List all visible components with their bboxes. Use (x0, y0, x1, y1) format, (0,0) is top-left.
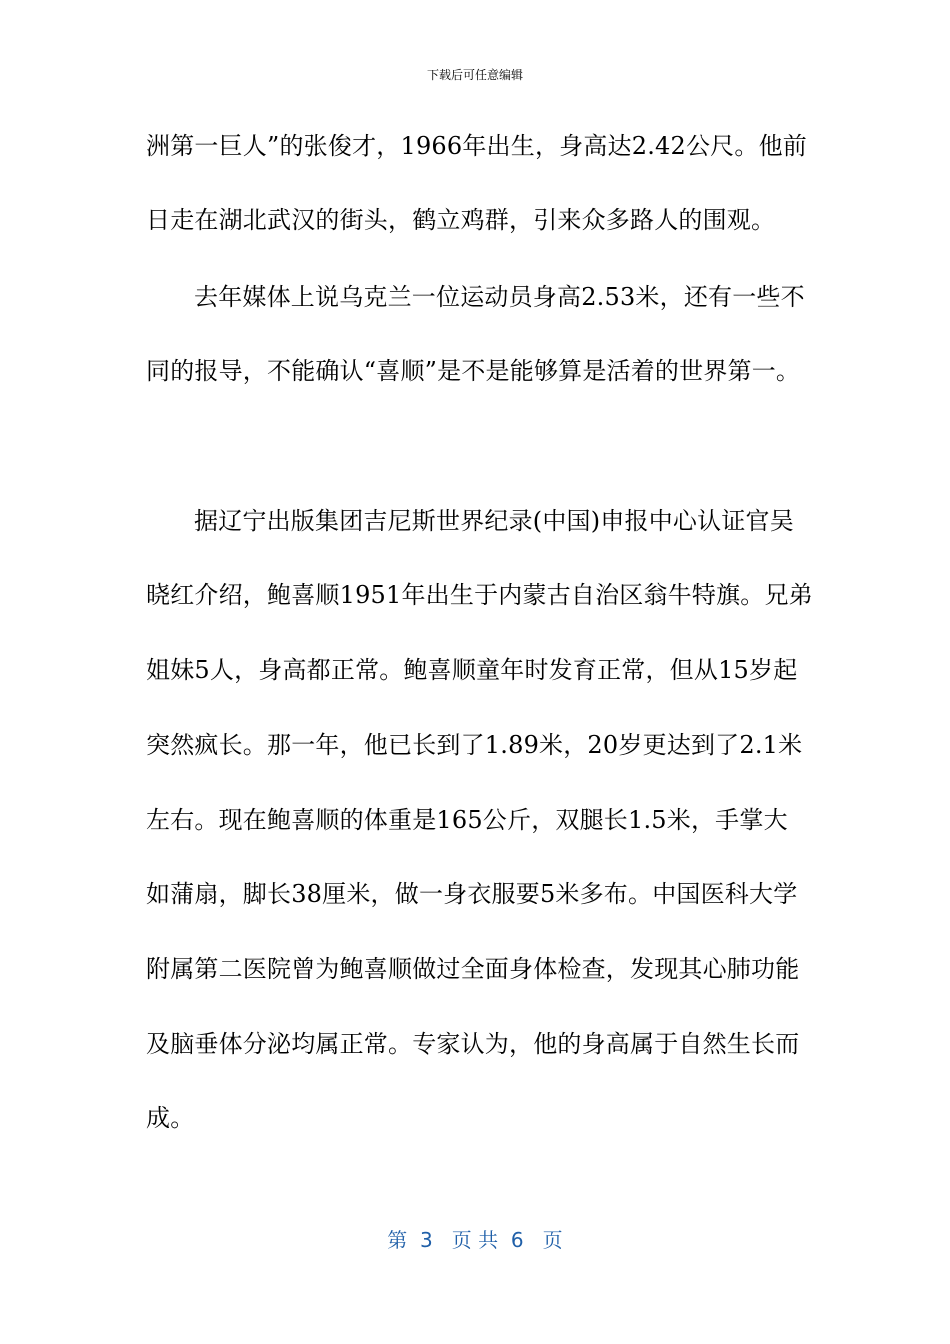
paragraph-line: 同的报导，不能确认“喜顺”是不是能够算是活着的世界第一。 (146, 357, 801, 385)
paragraph-line: 如蒲扇，脚长38厘米，做一身衣服要5米多布。中国医科大学 (146, 880, 798, 908)
page-header: 下载后可任意编辑 (426, 68, 523, 82)
paragraph-line: 晓红介绍，鲍喜顺1951年出生于内蒙古自治区翁牛特旗。兄弟 (146, 581, 813, 609)
paragraph-line: 及脑垂体分泌均属正常。专家认为，他的身高属于自然生长而 (146, 1030, 800, 1058)
paragraph-line: 洲第一巨人”的张俊才，1966年出生，身高达2.42公尺。他前 (146, 132, 807, 160)
paragraph-line: 成。 (146, 1104, 195, 1132)
paragraph-line: 突然疯长。那一年，他已长到了1.89米，20岁更达到了2.1米 (146, 731, 803, 759)
paragraph-line: 姐妹5人，身高都正常。鲍喜顺童年时发育正常，但从15岁起 (146, 656, 798, 684)
paragraph-line: 去年媒体上说乌克兰一位运动员身高2.53米，还有一些不 (194, 283, 805, 311)
paragraph-line: 左右。现在鲍喜顺的体重是165公斤，双腿长1.5米，手掌大 (146, 806, 788, 834)
paragraph-line: 据辽宁出版集团吉尼斯世界纪录(中国)申报中心认证官吴 (194, 507, 794, 535)
paragraph-line: 日走在湖北武汉的街头，鹤立鸡群，引来众多路人的围观。 (146, 206, 776, 234)
page-number-footer: 第 3 页 共 6 页 (387, 1228, 563, 1252)
paragraph-line: 附属第二医院曾为鲍喜顺做过全面身体检查，发现其心肺功能 (146, 955, 800, 983)
